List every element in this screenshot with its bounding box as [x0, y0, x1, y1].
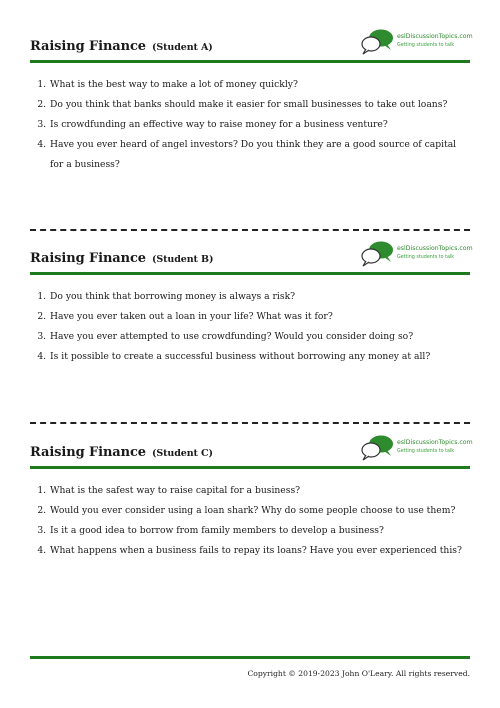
- logo-tagline: Getting students to talk: [397, 255, 455, 260]
- student-label: (Student B): [151, 254, 214, 265]
- cut-line: [30, 422, 470, 424]
- student-label: (Student A): [151, 42, 213, 53]
- footer-rule: [30, 656, 470, 659]
- question-item: 1. What is the best way to make a lot of money quickly?: [49, 75, 470, 95]
- question-item: 1. Do you think that borrowing money is always a risk?: [49, 287, 470, 307]
- section-rule: [30, 272, 470, 275]
- question-item: 2. Would you ever consider using a loan shark? Why do some people choose to use them?: [49, 501, 470, 521]
- site-logo: [360, 28, 473, 56]
- section-rule: [30, 60, 470, 63]
- question-item: 3. Is crowdfunding an effective way to raise money for a business venture?: [49, 115, 470, 135]
- logo-tagline: Getting students to talk: [397, 43, 455, 48]
- section-student-a: [30, 28, 473, 175]
- student-label: (Student C): [151, 448, 213, 459]
- speech-bubbles-icon: [360, 434, 396, 462]
- logo-site-name: eslDiscussionTopics.com: [397, 245, 473, 252]
- question-item: 2. Do you think that banks should make it easier for small businesses to take out loans?: [49, 95, 470, 115]
- question-list: [30, 287, 470, 367]
- question-item: 4. Have you ever heard of angel investors? Do you think they are a good source of capital for a business?: [49, 135, 470, 175]
- logo-site-name: eslDiscussionTopics.com: [397, 439, 473, 446]
- site-logo: [360, 240, 473, 268]
- question-item: 4. Is it possible to create a successful business without borrowing any money at all?: [49, 347, 470, 367]
- section-header: [30, 28, 473, 58]
- site-logo: [360, 434, 473, 462]
- logo-site-name: eslDiscussionTopics.com: [397, 33, 473, 40]
- question-list: [30, 75, 470, 175]
- logo-tagline: Getting students to talk: [397, 449, 455, 454]
- section-header: [30, 240, 473, 270]
- copyright-notice: Copyright © 2019-2023 John O'Leary. All rights reserved.: [247, 669, 470, 678]
- question-item: 4. What happens when a business fails to repay its loans? Have you ever experienced this?: [49, 541, 470, 561]
- question-item: 2. Have you ever taken out a loan in your life? What was it for?: [49, 307, 470, 327]
- speech-bubbles-icon: [360, 240, 396, 268]
- question-item: 1. What is the safest way to raise capital for a business?: [49, 481, 470, 501]
- question-item: 3. Is it a good idea to borrow from family members to develop a business?: [49, 521, 470, 541]
- question-item: 3. Have you ever attempted to use crowdfunding? Would you consider doing so?: [49, 327, 470, 347]
- section-title: Raising Finance (Student B): [30, 251, 214, 266]
- cut-line: [30, 229, 470, 231]
- speech-bubbles-icon: [360, 28, 396, 56]
- section-title: Raising Finance (Student C): [30, 445, 213, 460]
- question-list: [30, 481, 470, 561]
- section-student-c: [30, 434, 473, 561]
- section-student-b: [30, 240, 473, 367]
- section-title: Raising Finance (Student A): [30, 39, 213, 54]
- section-header: [30, 434, 473, 464]
- section-rule: [30, 466, 470, 469]
